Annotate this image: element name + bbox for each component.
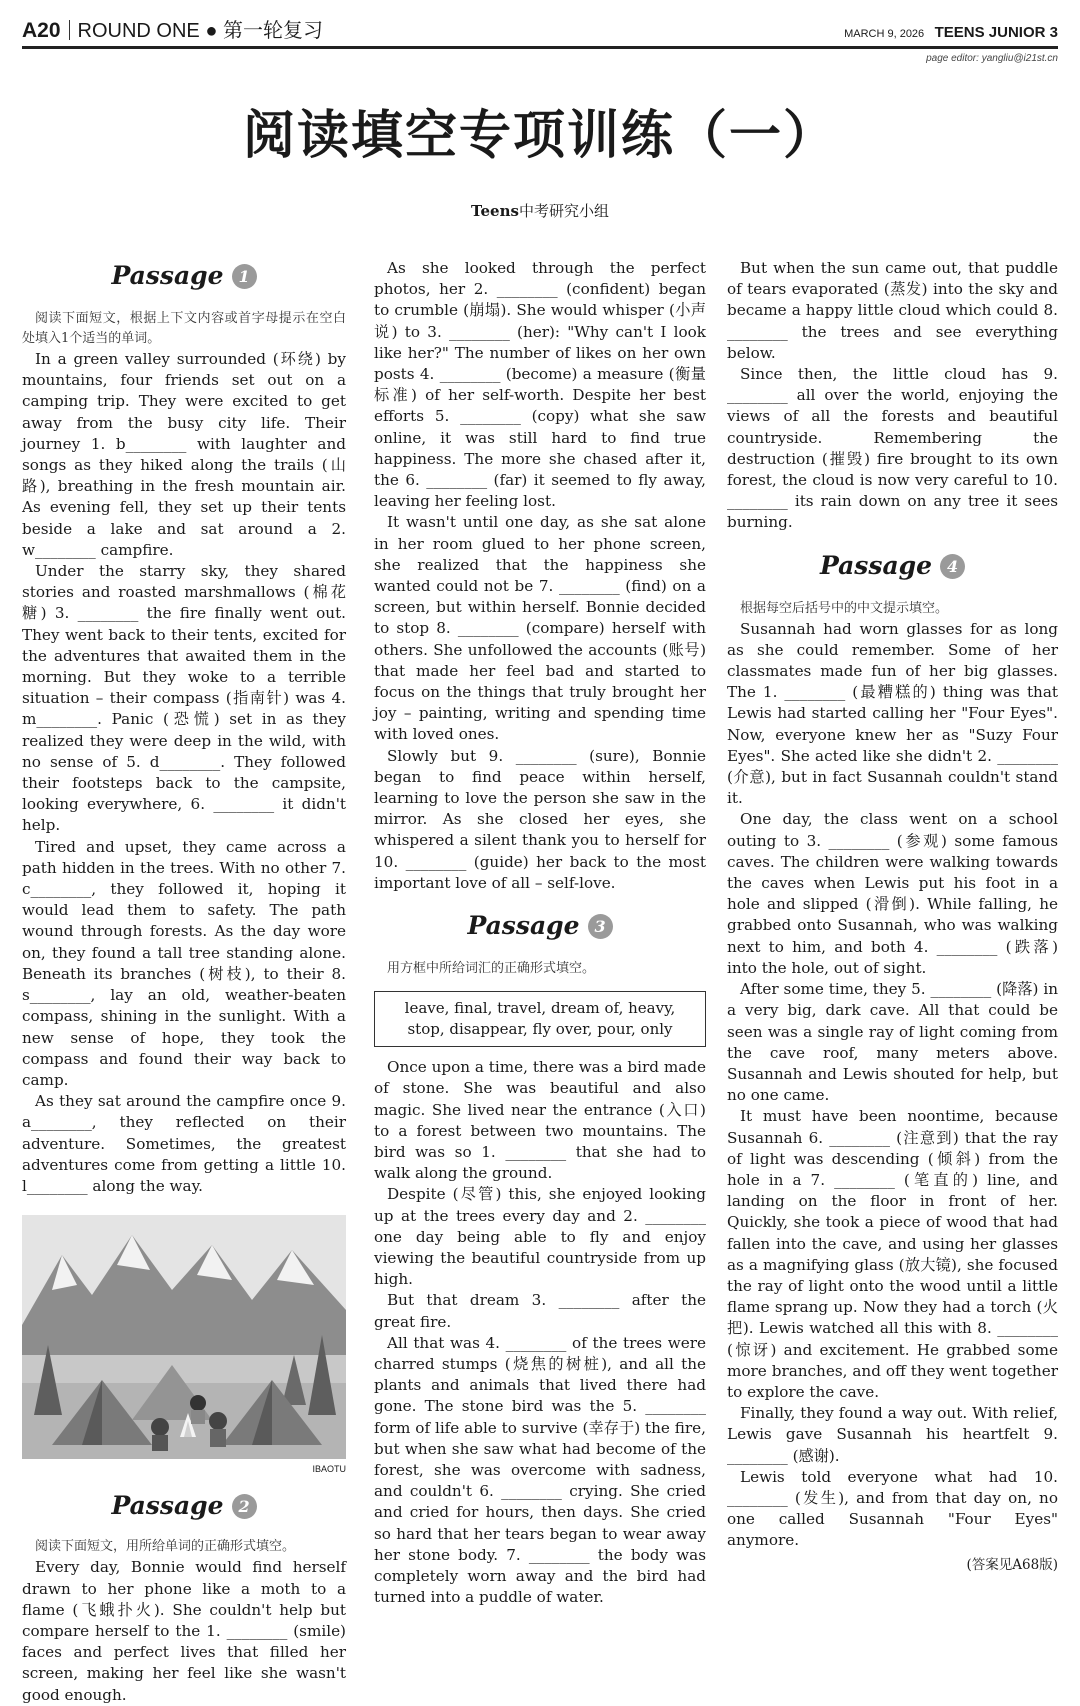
column-2 — [374, 258, 706, 1608]
page-header — [22, 18, 1058, 49]
section-name: ROUND ONE — [77, 20, 200, 42]
passage-2-paragraph: As she looked through the perfect photos, her 2. ________ (confident) began to crumble (崩塌). She would whisper (小声说) to 3. ________ (her): "Why can't I look like her?" The number of likes on her own posts 4. ________ (become) a measure (衡量标准) of her self-worth. Despite her best efforts 5. ________ (copy) what she saw online, it was still hard to find true happiness. The more she chased after it, the 6. ________ (far) it seemed to fly away, leaving her feeling lost. — [374, 259, 706, 511]
passage-2-instruction: 阅读下面短文，用所给单词的正确形式填空。 — [35, 1539, 296, 1555]
passage-3-paragraph: But when the sun came out, that puddle of tears evaporated (蒸发) into the sky and became a happy little cloud which could 8. ________ the trees and see everything below. — [727, 259, 1058, 362]
passage-2-number: 2 — [232, 1494, 257, 1519]
passage-1-paragraph: Tired and upset, they came across a path hidden in the trees. With no other 7. c________, they followed it, hoping it would lead them to safety. The path wound through forests. As the day wore on, they found a tall tree standing alone. Beneath its branches (树枝), to their 8. s________, lay an old, weather-beaten compass, shining in the sunlight. With a new sense of hope, they took the compass and found their way back to camp. — [22, 837, 346, 1089]
passage-4-paragraph: Finally, they found a way out. With relief, Lewis gave Susannah his heartfelt 9. ________ (感谢). — [727, 1404, 1058, 1465]
passage-3-paragraph: But that dream 3. ________ after the great fire. — [374, 1291, 706, 1331]
passage-4-paragraph: It must have been noontime, because Susannah 6. ________ (注意到) that the ray of light was descending (倾斜) from the hole in a 7. ________ (笔直的) line, and landing on the floor in front of her. Quickly, she took a piece of wood that had fallen into the cave, and using her glasses as a magnifying glass (放大镜), she focused the ray of light onto the wood until a little flame sprang up. Now they had a torch (火把). Lewis watched all this with 8. ________ (惊讶) and excitement. He grabbed some more branches, and off they went together to explore the cave. — [727, 1107, 1058, 1401]
byline-brand: Teens — [471, 202, 519, 220]
page-title: 阅读填空专项训练（一） — [242, 106, 837, 166]
issue-date: MARCH 9, 2026 — [844, 28, 925, 40]
issue-info — [844, 24, 1058, 42]
passage-1-number: 1 — [232, 264, 257, 289]
passage-4-heading — [727, 550, 1058, 580]
passage-1-paragraph: Under the starry sky, they shared stories and roasted marshmallows (棉花糖) 3. ________ the fire finally went out. They went back to their tents, excited for the adventures that awaited them in the morning. But they woke to a terrible situation – their compass (指南针) was 4. m________. Panic (恐慌) set in as they realized they were deep in the wild, with no sense of 5. d________. They followed their footsteps back to the campsite, looking everywhere, 6. ________ it didn't help. — [22, 562, 346, 835]
byline — [0, 200, 1080, 221]
column-3 — [727, 258, 1058, 1576]
passage-2-paragraph: Slowly but 9. ________ (sure), Bonnie began to find peace within herself, learning to love the person she saw in the mirror. As she closed her eyes, she whispered a silent thank you to herself for 10. ________ (guide) her back to the most important love of all – self-love. — [374, 746, 706, 892]
page-editor: page editor: yangliu@i21st.cn — [926, 53, 1058, 64]
section-name-cn: 第一轮复习 — [222, 20, 323, 42]
passage-1-paragraph: As they sat around the campfire once 9. a________, they reflected on their adventure. Sometimes, the greatest adventures come from getting a little 10. l________ along the way. — [22, 1092, 346, 1195]
bullet: ● — [205, 20, 218, 42]
passage-4-paragraph: Lewis told everyone what had 10. ________ (发生), and from that day on, no one called Susannah "Four Eyes" anymore. — [727, 1467, 1058, 1550]
passage-4-number: 4 — [940, 554, 965, 579]
passage-3-heading — [374, 911, 706, 941]
word-box-line: leave, final, travel, dream of, heavy, — [404, 999, 676, 1018]
publication-name: TEENS JUNIOR 3 — [934, 24, 1058, 41]
passage-4-instruction: 根据每空后括号中的中文提示填空。 — [740, 600, 949, 616]
passage-3-title: Passage — [467, 911, 580, 941]
passage-4-paragraph: Susannah had worn glasses for as long as she could remember. Some of her classmates made fun of her big glasses. The 1. ________ (最糟糕的) thing was that Lewis had started calling her "Four Eyes". Now, everyone knew her as "Suzy Four Eyes". She acted like she didn't 2. ________ (介意), but in fact Susannah couldn't stand it. — [727, 619, 1058, 808]
passage-3-paragraph: Despite (尽管) this, she enjoyed looking up at the trees every day and 2. ________ one day being able to fly and enjoy viewing the beautiful countryside from up high. — [374, 1185, 706, 1289]
camping-illustration — [22, 1215, 346, 1459]
passage-4-paragraph: After some time, they 5. ________ (降落) in a very big, dark cave. All that could be seen was a single ray of light coming from the cave roof, many meters above. Susannah and Lewis shouted for help, but no one came. — [727, 980, 1058, 1105]
header-divider — [69, 20, 70, 40]
passage-1-heading — [22, 261, 346, 290]
passage-4-title: Passage — [819, 550, 933, 580]
section-label — [22, 18, 323, 44]
word-box-line: stop, disappear, fly over, pour, only — [407, 1020, 673, 1039]
passage-2-heading — [22, 1491, 346, 1521]
passage-1-paragraph: In a green valley surrounded (环绕) by mountains, four friends set out on a camping trip. They were excited to get away from the busy city life. Their journey 1. b________ with laughter and songs as they hiked along the trails (山路), breathing in the fresh mountain air. As evening fell, they set up their tents beside a lake and sat around a 2. w________ campfire. — [22, 350, 346, 559]
passage-4-paragraph: One day, the class went on a school outing to 3. ________ (参观) some famous caves. The children were walking towards the caves when Lewis put his foot in a hole and slipped (滑倒). While falling, he grabbed onto Susannah, who was walking next to him, and both 4. ________ (跌落) into the hole, out of sight. — [727, 810, 1058, 977]
image-credit: IBAOTU — [312, 1464, 346, 1475]
word-box — [374, 991, 706, 1047]
passage-3-instruction: 用方框中所给词汇的正确形式填空。 — [387, 961, 596, 977]
passage-2-title: Passage — [111, 1491, 224, 1521]
passage-1-title: Passage — [111, 261, 224, 290]
column-1 — [22, 258, 346, 1706]
answer-note: (答案见A68版) — [966, 1556, 1058, 1573]
passage-3-paragraph: Since then, the little cloud has 9. ________ all over the world, enjoying the views of all the forests and beautiful countryside. Remembering the destruction (摧毁) fire brought to its own forest, the cloud is now very careful to 10. ________ its rain down on any tree it sees burning. — [727, 365, 1058, 532]
passage-2-paragraph: It wasn't until one day, as she sat alone in her room glued to her phone screen, she realized that the happiness she wanted could not be 7. ________ (find) on a screen, but within herself. Bonnie decided to stop 8. ________ (compare) herself with others. She unfollowed the accounts (账号) that made her feel bad and started to focus on the things that truly brought her joy – painting, writing and spending time with loved ones. — [374, 513, 706, 744]
passage-1-instruction: 阅读下面短文，根据上下文内容或首字母提示在空白处填入1个适当的单词。 — [22, 311, 346, 346]
byline-group: 中考研究小组 — [518, 202, 609, 220]
page-number: A20 — [22, 19, 61, 42]
passage-3-paragraph: All that was 4. ________ of the trees were charred stumps (烧焦的树桩), and all the plants and animals that lived there had gone. The stone bird was the 5. ________ form of life able to survive (幸存于) the fire, but when she saw what had become of the forest, she was overcome with sadness, and couldn't 6. ________ crying. She cried and cried for hours, then days. She cried so hard that her tears began to wear away her stone body. 7. ________ the body was completely worn away and the bird had turned into a puddle of water. — [374, 1333, 706, 1607]
passage-2-paragraph: Every day, Bonnie would find herself drawn to her phone like a moth to a flame (飞蛾扑火). She couldn't help but compare herself to the 1. ________ (smile) faces and perfect lives that filled her screen, making her feel like she wasn't good enough. — [22, 1558, 346, 1704]
passage-3-number: 3 — [588, 914, 613, 939]
passage-3-paragraph: Once upon a time, there was a bird made of stone. She was beautiful and also magic. She lived near the entrance (入口) to a forest between two mountains. The bird was so 1. ________ that she had to walk along the ground. — [374, 1058, 706, 1183]
